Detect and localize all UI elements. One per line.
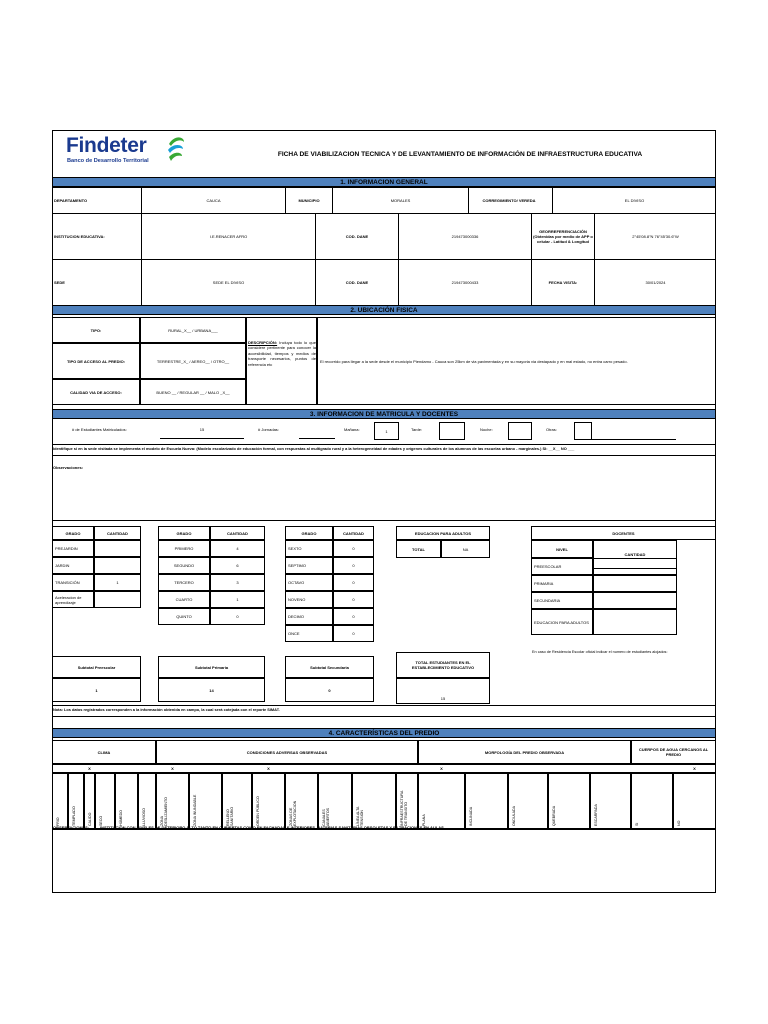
col2-cantidad-header: CANTIDAD bbox=[210, 526, 265, 540]
morfologia-option-label: QUEBRADA bbox=[552, 805, 556, 826]
grade-name: OCTAVO bbox=[285, 574, 333, 591]
manana-label: Mañana: bbox=[344, 427, 360, 432]
docentes-cantidad-cell bbox=[593, 558, 677, 575]
clima-option-label: FRIO bbox=[56, 817, 60, 826]
col1-grado-header: GRADO bbox=[52, 526, 94, 540]
acceso-label: TIPO DE ACCESO AL PREDIO: bbox=[52, 343, 140, 379]
subtotal-preescolar-label: Subtotal Preescolar bbox=[52, 656, 141, 678]
condiciones-option-label: ZONA INUNDABLE bbox=[193, 794, 197, 826]
agua-option-label: SI bbox=[635, 822, 639, 826]
escuela-nueva-text: Identifique si en la sede visitada se implementa el modelo de Escuela Nueva: (Modelo escolarizado de educación formal, con respuestas al multigrado rural y a la heterogeneidad de edades y orígenes culturales de los alumnos de las escuelas urbano - marginales.) SI: __X__ NO ___ bbox=[53, 446, 575, 451]
docentes-cantidad-cell bbox=[593, 575, 677, 592]
tarde-label: Tarde: bbox=[411, 427, 423, 432]
institucion-label: INSTITUCION EDUCATIVA: bbox=[54, 234, 105, 239]
condiciones-header: CONDICIONES ADVERSAS OBSERVADAS bbox=[156, 740, 418, 764]
observaciones-label: Observaciones: bbox=[53, 465, 84, 470]
grade-name: SEPTIMO bbox=[285, 557, 333, 574]
docentes-nivel: PREESCOLAR bbox=[531, 558, 593, 575]
subtotal-preescolar-value: 1 bbox=[52, 678, 141, 702]
residencia-note: En caso de Residencia Escolar oficial indicar el numero de estudiantes alojados: bbox=[532, 650, 668, 654]
departamento-label: DEPARTAMENTO bbox=[54, 198, 88, 203]
calidad-value: BUENO __ / REGULAR __ / MALO _X__ bbox=[140, 379, 246, 405]
grade-count: 0 bbox=[333, 540, 374, 557]
clima-option-cell bbox=[95, 773, 115, 829]
form-title: FICHA DE VIABILIZACION TECNICA Y DE LEVANTAMIENTO DE INFORMACIÓN DE INFRAESTRUCTURA EDUCATIVA bbox=[277, 151, 643, 158]
morfologia-option-label: ONDULADA bbox=[512, 806, 516, 826]
descripcion-box bbox=[246, 317, 317, 405]
morfologia-option-label: INCLINADA bbox=[469, 806, 473, 826]
col2-grado-header: GRADO bbox=[158, 526, 210, 540]
grade-name: TERCERO bbox=[158, 574, 210, 591]
grade-name: JARDIN bbox=[52, 557, 94, 574]
docentes-nivel: PRIMARIA bbox=[531, 575, 593, 592]
condiciones-option-label: RELLENO SANITARIO bbox=[226, 806, 234, 826]
grade-name: TRANSICIÓN bbox=[52, 574, 94, 591]
subtotal-secundaria-label: Subtotal Secundaria bbox=[285, 656, 374, 678]
section-3-header: 3. INFORMACION DE MATRICULA Y DOCENTES bbox=[52, 409, 716, 419]
corregimiento-label: CORREGIMIENTO/ VEREDA bbox=[482, 198, 536, 203]
grade-count: 0 bbox=[333, 591, 374, 608]
descripcion-value: El recorrido para llegar a la sede desde el municipio Piendamo - Cauca son 25km de via pavimentada y en su mayoria via destapado y en mal estado, no entra carro pesado. bbox=[317, 317, 716, 405]
mark-row bbox=[52, 764, 716, 773]
selected-mark: X bbox=[88, 766, 91, 771]
otras-label: Otras: bbox=[546, 427, 557, 432]
selected-mark: X bbox=[440, 766, 443, 771]
subtotal-secundaria-value: 0 bbox=[285, 678, 374, 702]
georef-label: GEORREFERENCIACIÓN (Obtenidas por medio de APP o celular - Latitud & Longitud bbox=[533, 229, 593, 244]
clima-option-label: TEMPLADO bbox=[72, 806, 76, 826]
section-2-header: 2. UBICACIÓN FISICA bbox=[52, 305, 716, 315]
clima-option-cell bbox=[138, 773, 156, 829]
descripcion-instructions: Incluya todo lo que considere pertinente para conocer la accesibilidad, tiempos y medios de transporte necesarios, puntos de referencia etc bbox=[248, 340, 316, 367]
docentes-cantidad-header: CANTIDAD bbox=[593, 540, 677, 569]
logo-tagline: Banco de Desarrollo Territorial bbox=[67, 158, 149, 164]
corregimiento-value: EL DIVISO bbox=[624, 198, 645, 203]
col3-grado-header: GRADO bbox=[285, 526, 333, 540]
tipo-label: TIPO: bbox=[52, 317, 140, 343]
col3-cantidad-header: CANTIDAD bbox=[333, 526, 374, 540]
total-estudiantes-value: 15 bbox=[396, 678, 490, 704]
georef-value: 2°45'08.8"N 76°45'30.6"W bbox=[632, 234, 679, 239]
grade-count: 4 bbox=[210, 540, 265, 557]
departamento-value: CAUCA bbox=[206, 198, 221, 203]
grade-name: QUINTO bbox=[158, 608, 210, 625]
condiciones-option-label: INFRAESTRUCTURA DE TRÁNSITO bbox=[400, 790, 408, 826]
agua-option-label: NO bbox=[677, 820, 681, 826]
grade-name: ONCE bbox=[285, 625, 333, 642]
adultos-total-value: NA bbox=[441, 540, 490, 558]
total-estudiantes-label: TOTAL ESTUDIANTES EN EL ESTABLECIMIENTO EDUCATIVO bbox=[396, 652, 490, 678]
sede-label: SEDE bbox=[54, 279, 65, 285]
grade-count: 0 bbox=[210, 608, 265, 625]
agua-option-cell bbox=[631, 773, 673, 829]
grade-count bbox=[94, 591, 141, 608]
adultos-header: EDUCACION PARA ADULTOS bbox=[396, 526, 490, 540]
clima-option-label: HÚMEDO bbox=[119, 810, 123, 826]
grade-name: SEXTO bbox=[285, 540, 333, 557]
clima-option-label: CALIDO bbox=[88, 812, 92, 826]
calidad-label: CALIDAD VIA DE ACCESO: bbox=[52, 379, 140, 405]
grade-count bbox=[94, 540, 141, 557]
grade-count bbox=[94, 557, 141, 574]
condiciones-option-label: CANALES ABIERTOS bbox=[322, 807, 330, 826]
section-4-header: 4. CARACTERÍSTICAS DEL PREDIO bbox=[52, 728, 716, 738]
clima-option-cell bbox=[68, 773, 84, 829]
grade-count: 0 bbox=[333, 557, 374, 574]
fecha-visita-label: FECHA VISITA: bbox=[548, 279, 578, 285]
grade-name: SEGUNDO bbox=[158, 557, 210, 574]
tarde-value-box bbox=[439, 422, 465, 440]
findeter-logo bbox=[66, 134, 188, 170]
selected-mark: X bbox=[171, 766, 174, 771]
institucion-value: I.E.RENACER AFRO bbox=[209, 234, 248, 239]
adultos-total-label: TOTAL bbox=[396, 540, 441, 558]
docentes-nivel: EDUCACION PARA ADULTOS bbox=[531, 609, 593, 635]
s4-observaciones-label: OBSERVACIONES: bbox=[53, 825, 90, 830]
subtotal-primaria-label: Subtotal Primaria bbox=[158, 656, 265, 678]
grade-count: 0 bbox=[333, 574, 374, 591]
docentes-nivel-header: NIVEL bbox=[531, 540, 593, 558]
clima-option-cell bbox=[52, 773, 68, 829]
clima-option-label: LLUVIOSO bbox=[142, 808, 146, 826]
fecha-visita-value: 30/01/2024 bbox=[645, 279, 666, 285]
docentes-nivel: SECUNDARIA bbox=[531, 592, 593, 609]
grade-name: Aceleracion de aprendizaje bbox=[52, 591, 94, 608]
condiciones-option-label: ZONA DESLIZAMIENTO bbox=[160, 797, 168, 826]
logo-wordmark: Findeter bbox=[66, 134, 147, 157]
grade-count: 0 bbox=[333, 625, 374, 642]
manana-value: 1 bbox=[374, 422, 399, 440]
grade-name: PREJARDIN bbox=[52, 540, 94, 557]
grade-name: DECIMO bbox=[285, 608, 333, 625]
col1-cantidad-header: CANTIDAD bbox=[94, 526, 141, 540]
selected-mark: X bbox=[267, 766, 270, 771]
sede-value: SEDE EL DIVISO bbox=[212, 279, 245, 285]
grade-name: PRIMERO bbox=[158, 540, 210, 557]
docentes-cantidad-cell bbox=[593, 592, 677, 609]
noche-value-box bbox=[508, 422, 532, 440]
grade-count: 1 bbox=[210, 591, 265, 608]
jornadas-label: # Jornadas: bbox=[258, 427, 279, 432]
section-1-header: 1. INFORMACION GENERAL bbox=[52, 177, 716, 187]
condiciones-option-label: ORDEN PÚBLICO bbox=[256, 796, 260, 826]
clima-header: CLIMA bbox=[52, 740, 156, 764]
simat-note: Nota: Los datos registrados corresponden a la información obtenida en campo, la cual será cotejada con el reporte SIMAT. bbox=[53, 707, 280, 712]
selected-mark: X bbox=[693, 766, 696, 771]
municipio-value: MORALES bbox=[390, 198, 411, 203]
morfologia-option-label: ESCARPADA bbox=[594, 804, 598, 826]
morfologia-option-label: PLANA bbox=[422, 814, 426, 826]
morfologia-header: MORFOLOGÍA DEL PREDIO OBSERVADA bbox=[418, 740, 631, 764]
logo-swirl-icon bbox=[165, 134, 187, 164]
condiciones-option-label: ZONAS DE EXPLOTACION bbox=[289, 800, 297, 826]
noche-label: Noche: bbox=[480, 427, 493, 432]
cod-dane-inst-label: COD. DANE bbox=[345, 234, 369, 239]
grade-count: 6 bbox=[210, 557, 265, 574]
cod-dane-sede-value: 219473000433 bbox=[451, 279, 479, 285]
docentes-cantidad-cell bbox=[593, 609, 677, 635]
matriculados-value: 15 bbox=[199, 427, 205, 432]
descripcion-text bbox=[248, 340, 316, 367]
grade-count: 3 bbox=[210, 574, 265, 591]
acceso-value: TERRESTRE_X_ / AEREO__ / OTRO__ bbox=[140, 343, 246, 379]
grade-count: 0 bbox=[333, 608, 374, 625]
tipo-value: RURAL_X__ / URBANA___ bbox=[140, 317, 246, 343]
clima-option-label: SECO bbox=[99, 815, 103, 826]
matriculados-label: # de Estudiantes Matriculados: bbox=[72, 427, 127, 432]
s4-observaciones-value: INSTITUCION CON NIVELES DE DETERIORO ALTO TANTO EN CUBIERTAS COMO EN FACHADAS E INTERIORES, BATERIAS SANITARIAS OBSOLETAS Y FILTRACIONES EN AULAS. bbox=[100, 825, 445, 830]
docentes-header: DOCENTES bbox=[531, 526, 716, 540]
otras-value-box bbox=[574, 422, 592, 440]
grade-name: CUARTO bbox=[158, 591, 210, 608]
grade-name: NOVENO bbox=[285, 591, 333, 608]
condiciones-option-label: LÍNEA ALTA TENSIÓN bbox=[356, 806, 364, 826]
subtotal-primaria-value: 14 bbox=[158, 678, 265, 702]
grade-count: 1 bbox=[94, 574, 141, 591]
municipio-label: MUNICIPIO bbox=[298, 198, 320, 203]
cod-dane-inst-value: 219473000336 bbox=[451, 234, 479, 239]
descripcion-heading: DESCRIPCIÓN: bbox=[248, 340, 278, 345]
agua-header: CUERPOS DE AGUA CERCANOS AL PREDIO bbox=[631, 740, 716, 764]
cod-dane-sede-label: COD. DANE bbox=[345, 279, 369, 285]
